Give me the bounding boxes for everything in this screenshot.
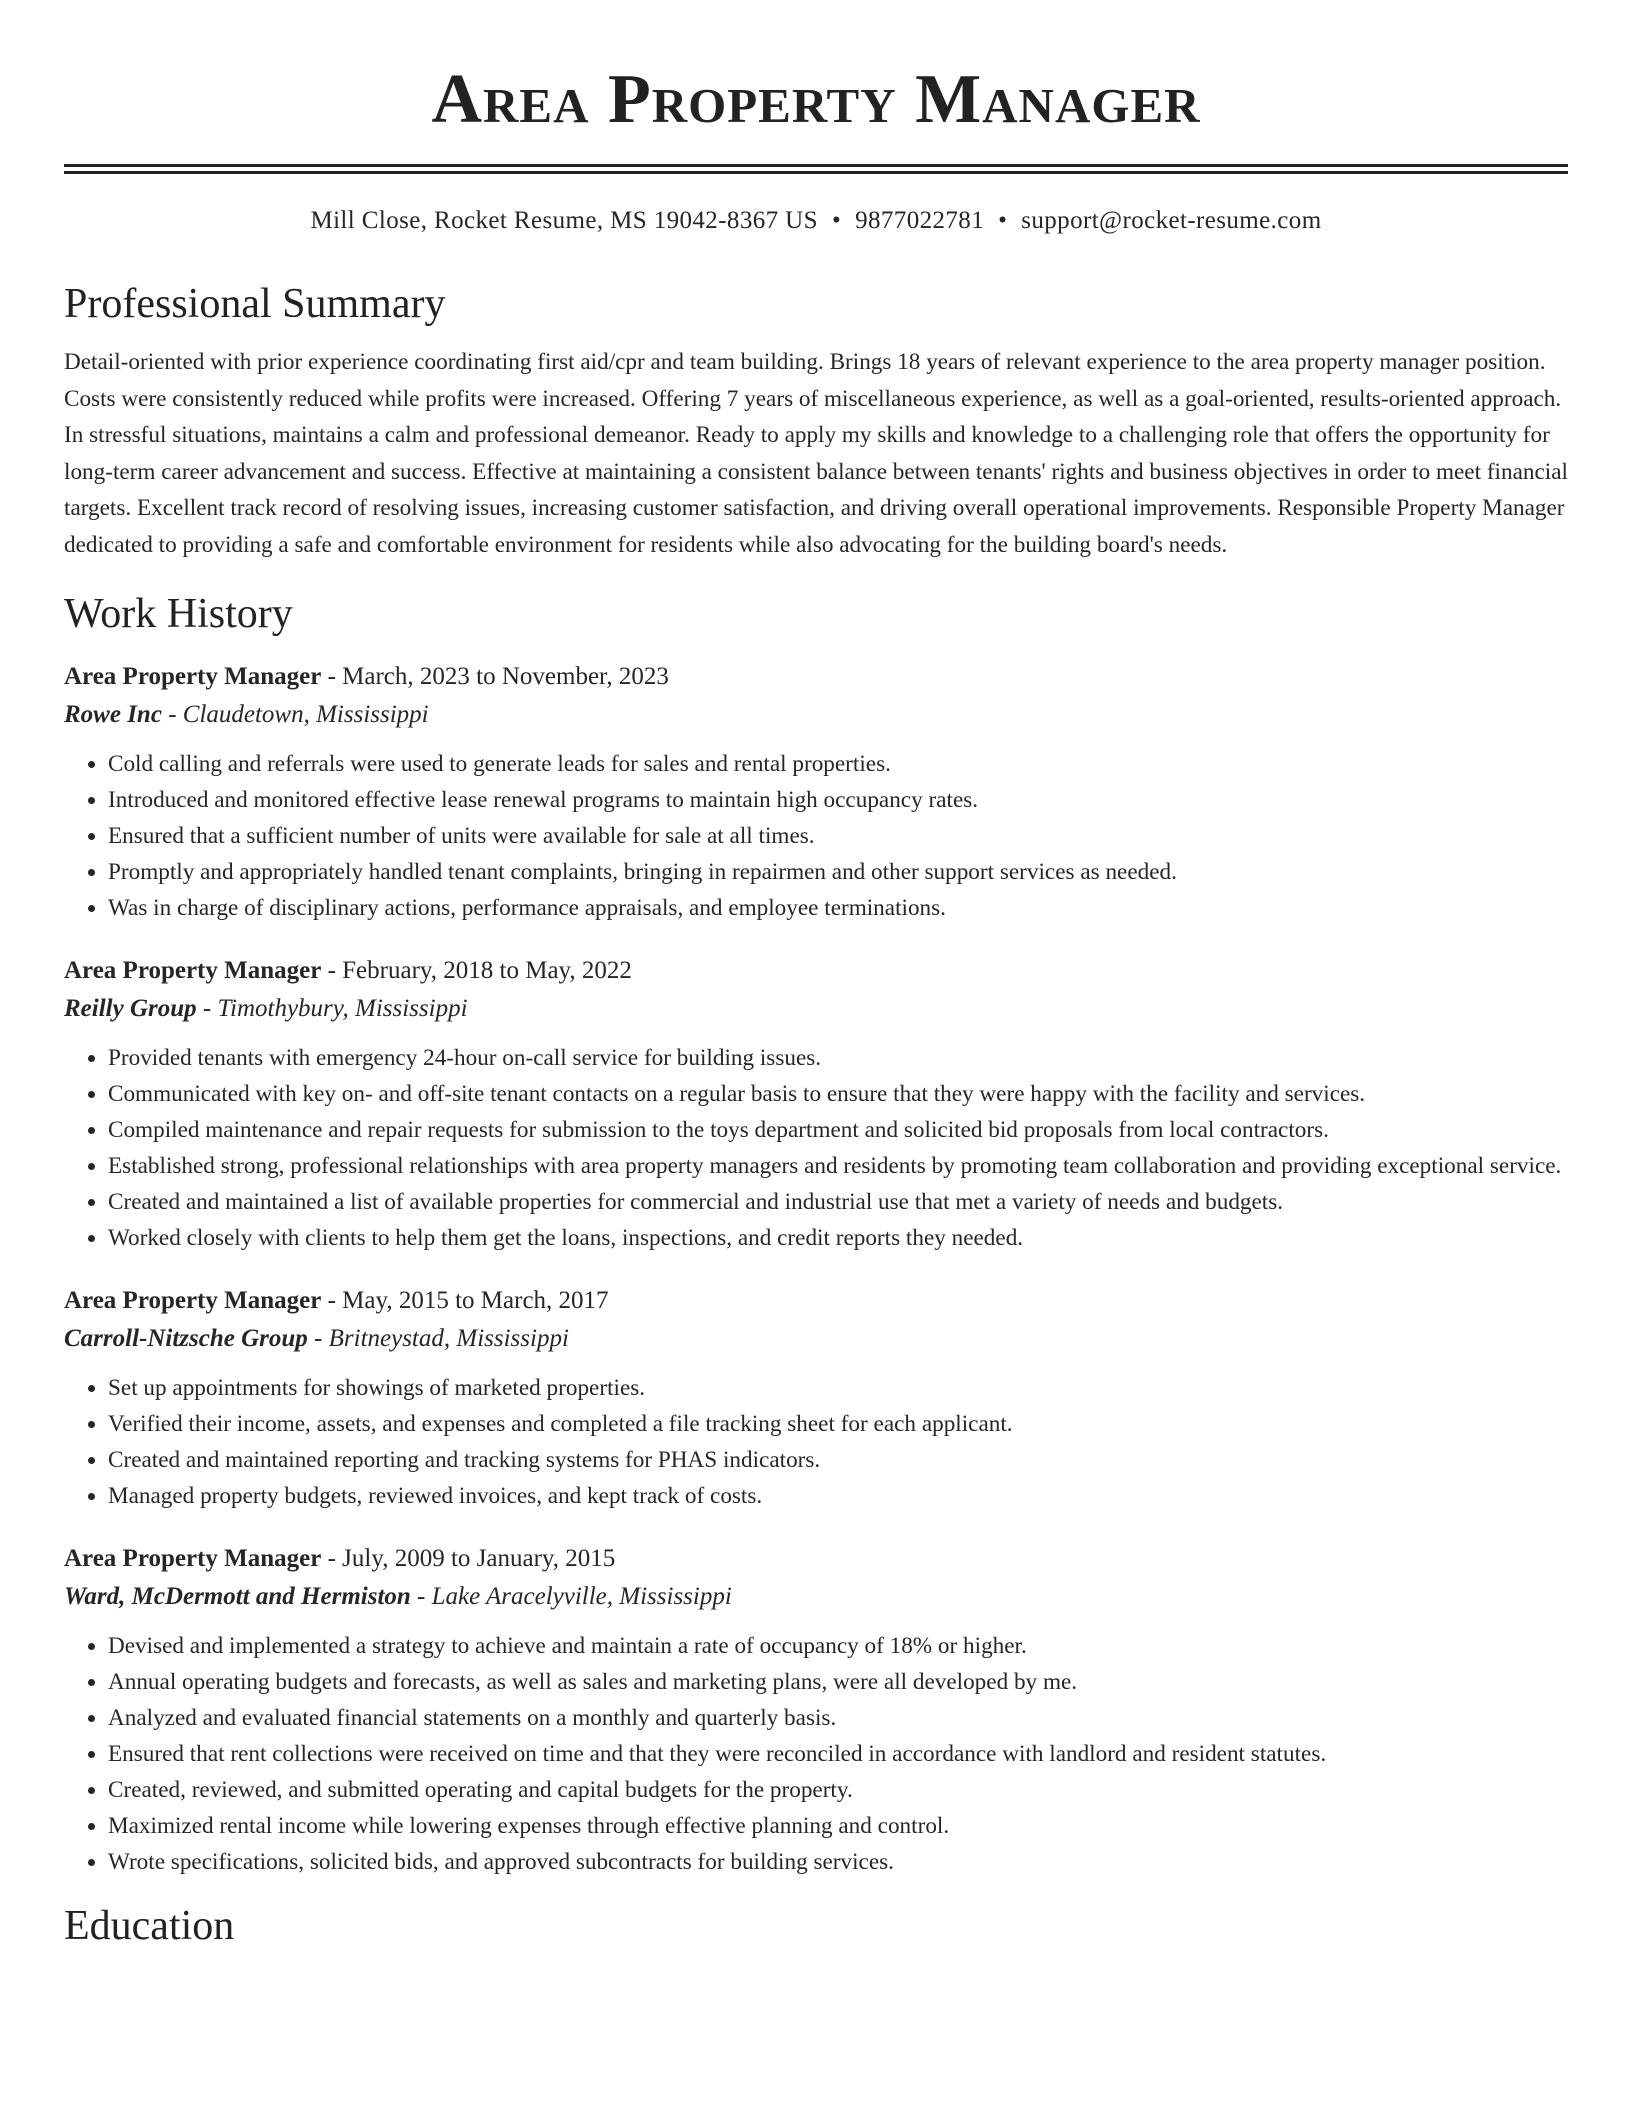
job-location: - Britneystad, Mississippi — [307, 1324, 569, 1352]
job-bullet: • Communicated with key on- and off-site tenant contacts on a regular basis to ensure that they were happy with the facility and services. — [108, 1076, 1568, 1112]
job-bullet: • Was in charge of disciplinary actions, performance appraisals, and employee terminations. — [108, 890, 1568, 926]
contact-separator: • — [998, 207, 1008, 234]
job-dates: - May, 2015 to March, 2017 — [321, 1286, 609, 1314]
job-entry — [64, 658, 1568, 926]
job-location: - Timothybury, Mississippi — [196, 994, 468, 1022]
job-bullet: • Ensured that a sufficient number of units were available for sale at all times. — [108, 818, 1568, 854]
job-location: - Claudetown, Mississippi — [161, 700, 429, 728]
job-company-line — [64, 990, 1568, 1028]
job-bullet: • Created, reviewed, and submitted operating and capital budgets for the property. — [108, 1772, 1568, 1808]
job-bullet: • Promptly and appropriately handled tenant complaints, bringing in repairmen and other support services as needed. — [108, 854, 1568, 890]
job-bullet: • Managed property budgets, reviewed invoices, and kept track of costs. — [108, 1478, 1568, 1514]
contact-separator: • — [831, 207, 842, 234]
section-title-summary: Professional Summary — [64, 281, 446, 327]
job-entry — [64, 952, 1568, 1256]
job-bullet: • Devised and implemented a strategy to achieve and maintain a rate of occupancy of 18% or higher. — [108, 1628, 1568, 1664]
job-bullet: • Maximized rental income while lowering expenses through effective planning and control. — [108, 1808, 1568, 1844]
job-bullet: • Set up appointments for showings of marketed properties. — [108, 1370, 1568, 1406]
job-bullet: • Created and maintained a list of available properties for commercial and industrial use that met a variety of needs and budgets. — [108, 1184, 1568, 1220]
job-dates: - February, 2018 to May, 2022 — [321, 956, 632, 984]
job-bullets — [64, 1628, 1568, 1880]
header-double-rule — [64, 164, 1568, 174]
job-entry — [64, 1540, 1568, 1880]
job-role: Area Property Manager — [64, 956, 322, 984]
job-dates: - March, 2023 to November, 2023 — [321, 662, 669, 690]
job-bullet: • Created and maintained reporting and tracking systems for PHAS indicators. — [108, 1442, 1568, 1478]
job-dates: - July, 2009 to January, 2015 — [321, 1544, 616, 1572]
job-heading — [64, 952, 1568, 990]
job-company: Ward, McDermott and Hermiston — [64, 1582, 411, 1610]
job-company: Reilly Group — [64, 994, 197, 1022]
job-heading — [64, 1540, 1568, 1578]
job-company: Carroll-Nitzsche Group — [64, 1324, 308, 1352]
job-role: Area Property Manager — [64, 662, 322, 690]
job-bullets — [64, 746, 1568, 926]
job-location: - Lake Aracelyville, Mississippi — [410, 1582, 732, 1610]
job-bullet: • Established strong, professional relationships with area property managers and residents by promoting team collaboration and providing exceptional service. — [108, 1148, 1568, 1184]
job-bullet: • Introduced and monitored effective lease renewal programs to maintain high occupancy rates. — [108, 782, 1568, 818]
job-role: Area Property Manager — [64, 1544, 322, 1572]
summary-text: Detail-oriented with prior experience coordinating first aid/cpr and team building. Brings 18 years of relevant experience to the area property manager position. Costs were consistently reduced while profits were increased. Offering 7 years of miscellaneous experience, as well as a goal-oriented, results-oriented approach. In stressful situations, maintains a calm and professional demeanor. Ready to apply my skills and knowledge to a challenging role that offers the opportunity for long-term career advancement and success. Effective at maintaining a consistent balance between tenants' rights and business objectives in order to meet financial targets. Excellent track record of resolving issues, increasing customer satisfaction, and driving overall operational improvements. Responsible Property Manager dedicated to providing a safe and comfortable environment for residents while also advocating for the building board's needs. — [64, 349, 1568, 558]
job-bullets — [64, 1370, 1568, 1514]
job-bullet: • Wrote specifications, solicited bids, and approved subcontracts for building services. — [108, 1844, 1568, 1880]
job-company: Rowe Inc — [64, 700, 162, 728]
contact-email: support@rocket-resume.com — [1021, 207, 1322, 234]
job-entry — [64, 1282, 1568, 1514]
job-bullet: • Worked closely with clients to help them get the loans, inspections, and credit reports they needed. — [108, 1220, 1568, 1256]
job-bullet: • Ensured that rent collections were received on time and that they were reconciled in accordance with landlord and resident statutes. — [108, 1736, 1568, 1772]
section-title-work-history: Work History — [64, 590, 293, 637]
job-company-line — [64, 1320, 1568, 1358]
contact-phone: 9877022781 — [855, 207, 985, 234]
job-heading — [64, 658, 1568, 696]
resume-name: Area Property Manager — [431, 61, 1201, 138]
section-title-education: Education — [64, 1902, 235, 1949]
job-heading — [64, 1282, 1568, 1320]
contact-line — [64, 204, 1568, 238]
job-company-line — [64, 696, 1568, 734]
job-bullet: • Compiled maintenance and repair requests for submission to the toys department and solicited bid proposals from local contractors. — [108, 1112, 1568, 1148]
job-bullets — [64, 1040, 1568, 1256]
job-role: Area Property Manager — [64, 1286, 322, 1314]
job-bullet: • Verified their income, assets, and expenses and completed a file tracking sheet for each applicant. — [108, 1406, 1568, 1442]
job-bullet: • Annual operating budgets and forecasts, as well as sales and marketing plans, were all developed by me. — [108, 1664, 1568, 1700]
job-bullet: • Analyzed and evaluated financial statements on a monthly and quarterly basis. — [108, 1700, 1568, 1736]
job-bullet: • Cold calling and referrals were used to generate leads for sales and rental properties. — [108, 746, 1568, 782]
job-company-line — [64, 1578, 1568, 1616]
job-bullet: • Provided tenants with emergency 24-hour on-call service for building issues. — [108, 1040, 1568, 1076]
contact-address: Mill Close, Rocket Resume, MS 19042-8367 US — [310, 207, 818, 234]
